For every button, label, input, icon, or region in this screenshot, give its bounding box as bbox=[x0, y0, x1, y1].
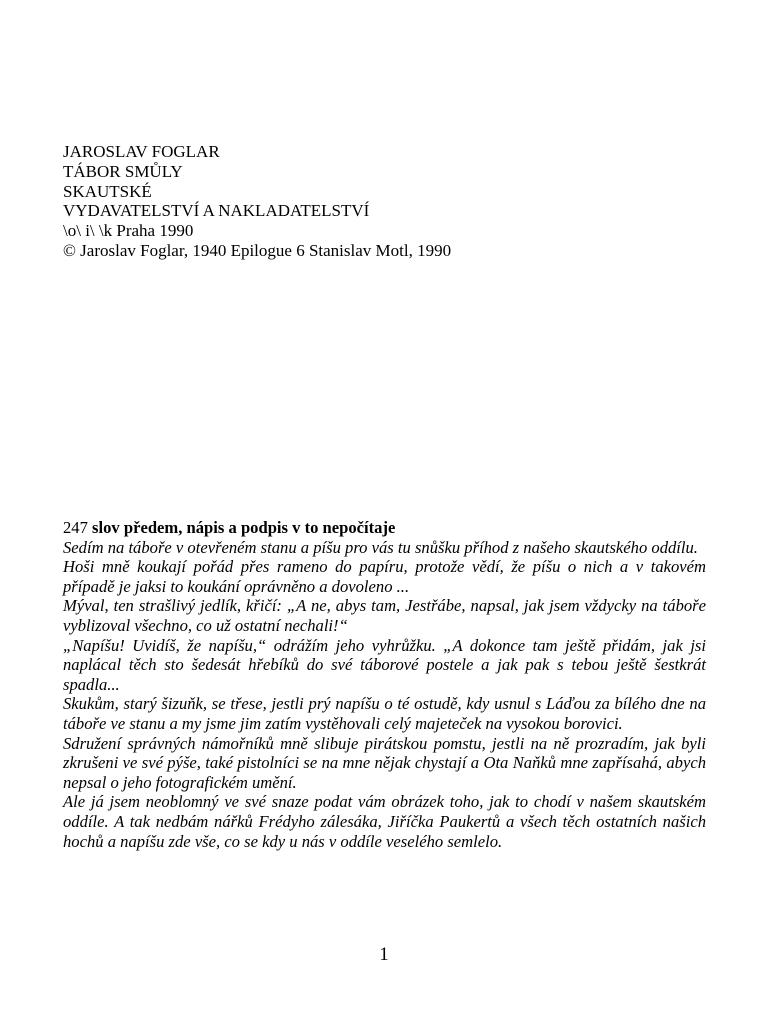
heading-text: slov předem, nápis a podpis v to nepočítaje bbox=[92, 518, 396, 537]
publisher-line-1: SKAUTSKÉ bbox=[63, 181, 152, 201]
title-block bbox=[63, 142, 703, 261]
section-heading bbox=[63, 518, 706, 538]
page-number: 1 bbox=[379, 944, 389, 965]
publisher-line-2: VYDAVATELSTVÍ A NAKLADATELSTVÍ bbox=[63, 201, 370, 221]
paragraph: Sdružení správných námořníků mně slibuje pirátskou pomstu, jestli na ně prozradím, jak byli zkrušeni ve své pýše, také pistolníci se na mne nějak chystají a Ota Naňků mne zapřísahá, abych nepsal o jeho fotografickém umění. bbox=[63, 733, 706, 792]
paragraph: „Napíšu! Uvidíš, že napíšu,“ odrážím jeho vyhrůžku. „A dokonce tam ještě přidám, jak jsi naplácal těch sto šedesát hřebíků do své táborové postele a jak pak s tebou ještě šestkrát spadla... bbox=[63, 635, 706, 694]
paragraph: Skukům, starý šizuňk, se třese, jestli prý napíšu o té ostudě, kdy usnul s Láďou za bílého dne na táboře ve stanu a my jsme jim zatím vystěhovali celý majeteček na vysokou borovici. bbox=[63, 694, 706, 733]
copyright-line: © Jaroslav Foglar, 1940 Epilogue 6 Stanislav Motl, 1990 bbox=[63, 240, 452, 260]
author-name: JAROSLAV FOGLAR bbox=[63, 142, 220, 161]
paragraph: Sedím na táboře v otevřeném stanu a píšu pro vás tu snůšku příhod z našeho skautského oddílu. bbox=[63, 537, 698, 557]
paragraph: Mýval, ten strašlivý jedlík, křičí: „A ne, abys tam, Jestřábe, napsal, jak jsem vždycky na táboře vyblizoval všechno, co už ostatní nechali!“ bbox=[63, 596, 706, 635]
heading-number: 247 bbox=[63, 518, 93, 537]
paragraph: Hoši mně koukají pořád přes rameno do papíru, protože vědí, že píšu o nich a v takovém případě je jaksi to koukání oprávněno a dovoleno ... bbox=[63, 557, 706, 596]
paragraph: Ale já jsem neoblomný ve své snaze podat vám obrázek toho, jak to chodí v našem skautském oddíle. A tak nedbám nářků Frédyho zálesáka, Jiříčka Paukertů a všech těch ostatních našich hochů a napíšu zde vše, co se kdy u nás v oddíle veselého semlelo. bbox=[63, 792, 706, 851]
book-title: TÁBOR SMŮLY bbox=[63, 161, 183, 181]
imprint-line: \o\ i\ \k Praha 1990 bbox=[63, 221, 194, 241]
foreword-section bbox=[63, 518, 706, 851]
